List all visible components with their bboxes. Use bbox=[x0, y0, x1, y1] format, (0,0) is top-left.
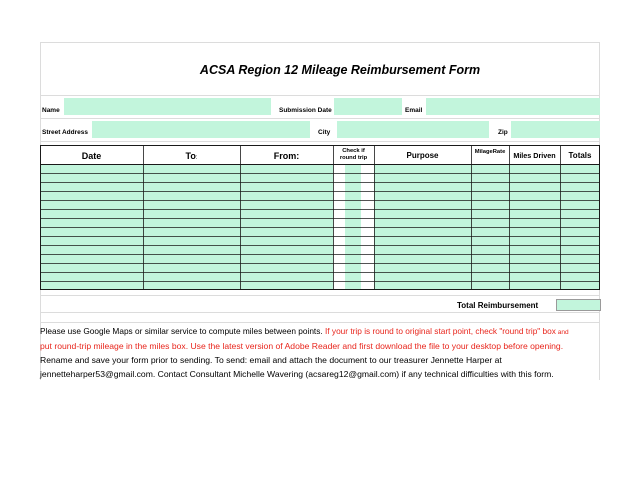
from-column-fields[interactable] bbox=[240, 164, 333, 290]
date-header: Date bbox=[81, 151, 102, 161]
form-title: ACSA Region 12 Mileage Reimbursement Form bbox=[199, 63, 481, 77]
mileage-rate-header: MilageRate bbox=[474, 149, 506, 155]
round-trip-checkboxes[interactable] bbox=[345, 164, 361, 290]
totals-column-fields[interactable] bbox=[560, 164, 600, 290]
city-label: City bbox=[318, 129, 331, 136]
instructions-line-2: put round-trip mileage in the miles box. Use the latest version of Adobe Reader and first download the file to your desktop before opening. bbox=[40, 341, 564, 351]
name-label: Name bbox=[42, 107, 60, 114]
round-trip-header: Check if round trip bbox=[339, 148, 368, 161]
to-header: To: bbox=[185, 151, 198, 161]
zip-label: Zip bbox=[498, 129, 508, 136]
total-reimbursement-label: Total Reimbursement bbox=[457, 301, 539, 310]
purpose-header: Purpose bbox=[406, 151, 439, 160]
miles-driven-column-fields[interactable] bbox=[509, 164, 560, 290]
miles-driven-header: Miles Driven bbox=[513, 151, 556, 160]
totals-header: Totals bbox=[568, 151, 592, 160]
submission-date-label: Submission Date bbox=[279, 107, 332, 114]
mileage-rate-column-fields[interactable] bbox=[471, 164, 509, 290]
instructions-line-1: Please use Google Maps or similar service to compute miles between points. If your trip is round to original start point, check "round trip" box and bbox=[40, 326, 569, 336]
to-column-fields[interactable] bbox=[143, 164, 240, 290]
instructions-line-4: jennetteharper53@gmail.com. Contact Consultant Michelle Wavering (acsareg12@gmail.com) if any technical difficulties with this form. bbox=[40, 369, 554, 379]
email-label: Email bbox=[405, 107, 423, 114]
instructions-line-3: Rename and save your form prior to sending. To send: email and attach the document to our treasurer Jennette Harper at bbox=[40, 355, 502, 365]
street-address-label: Street Address bbox=[42, 129, 88, 136]
from-header: From: bbox=[273, 151, 300, 161]
date-column-fields[interactable] bbox=[41, 164, 143, 290]
total-reimbursement-field[interactable] bbox=[556, 299, 601, 311]
purpose-column-fields[interactable] bbox=[374, 164, 471, 290]
